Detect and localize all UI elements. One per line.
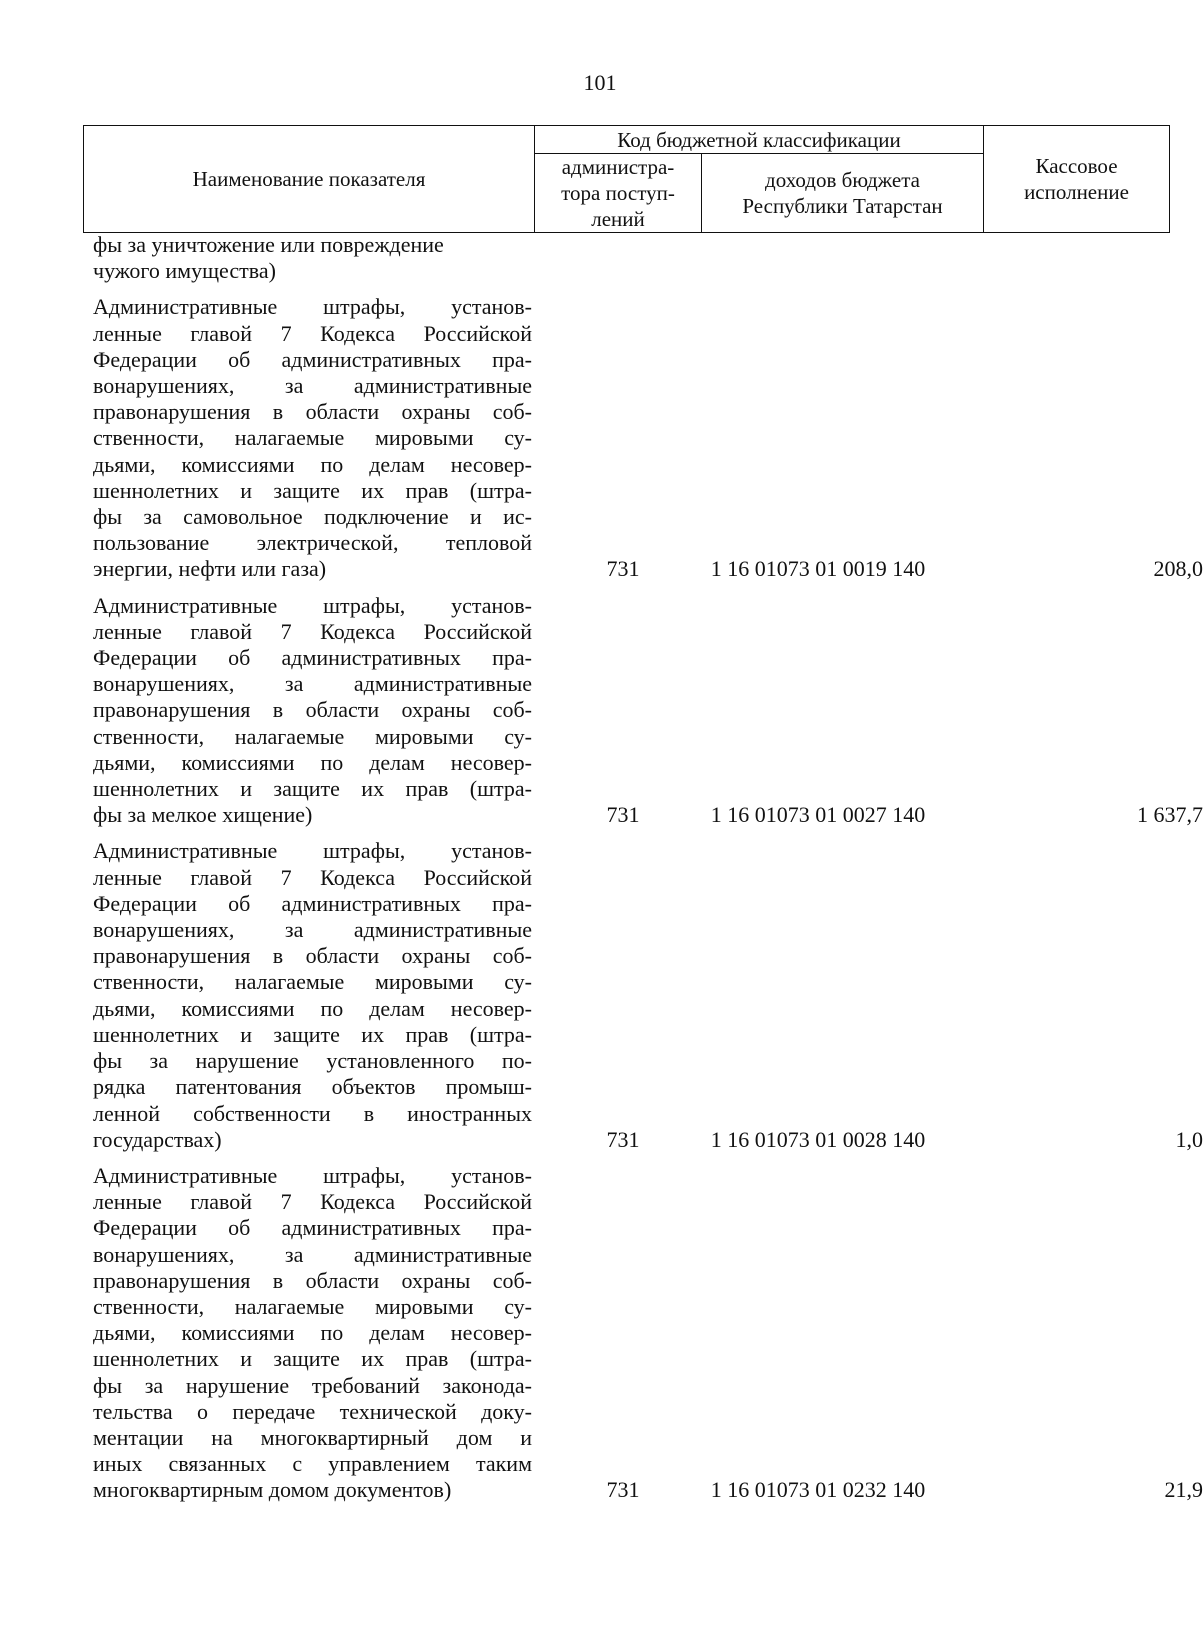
indicator-name-line: иных связанных с управлением таким [93, 1451, 532, 1477]
table-row [83, 1162, 1203, 1504]
indicator-name-line: многоквартирным домом документов) [93, 1477, 452, 1503]
indicator-name-line: ленной собственности в иностранных [93, 1100, 532, 1126]
table-header [83, 125, 1170, 233]
indicator-name-line: дьями, комиссиями по делам несовер- [93, 1320, 532, 1346]
admin-code: 731 [606, 1126, 640, 1152]
indicator-name-line: правонарушения в области охраны соб- [93, 943, 532, 969]
header-execution-column [984, 126, 1170, 233]
indicator-name-line: ленные главой 7 Кодекса Российской [93, 1189, 532, 1215]
indicator-name-line: Федерации об административных пра- [93, 346, 532, 372]
header-income-line: Республики Татарстан [742, 194, 943, 218]
indicator-name-line: шеннолетних и защите их прав (штра- [93, 1021, 532, 1047]
income-code: 1 16 01073 01 0027 140 [710, 802, 926, 828]
indicator-name-line: Федерации об административных пра- [93, 890, 532, 916]
table-row [83, 838, 1203, 1152]
header-execution-line: исполнение [1024, 180, 1129, 204]
execution-amount: 1,0 [1175, 1126, 1203, 1152]
indicator-name-line: пользование электрической, тепловой [93, 530, 532, 556]
indicator-name-line: Федерации об административных пра- [93, 1215, 532, 1241]
income-code: 1 16 01073 01 0019 140 [710, 556, 926, 582]
header-classification-group: Код бюджетной классификации [535, 126, 984, 154]
indicator-name [83, 232, 532, 284]
indicator-name-line: вонарушениях, за административные [93, 1241, 532, 1267]
indicator-name-line: Административные штрафы, установ- [93, 838, 532, 864]
indicator-name-line: правонарушения в области охраны соб- [93, 399, 532, 425]
indicator-name-line: Административные штрафы, установ- [93, 592, 532, 618]
indicator-name-line: вонарушениях, за административные [93, 671, 532, 697]
header-name-column: Наименование показателя [84, 126, 535, 233]
indicator-name-line: тельства о передаче технической доку- [93, 1398, 532, 1424]
indicator-name-line: правонарушения в области охраны соб- [93, 1267, 532, 1293]
indicator-name-line: ственности, налагаемые мировыми су- [93, 723, 532, 749]
indicator-name-line: правонарушения в области охраны соб- [93, 697, 532, 723]
indicator-name-line: государствах) [93, 1126, 222, 1152]
indicator-name [83, 593, 532, 829]
indicator-name-line: фы за самовольное подключение и ис- [93, 504, 532, 530]
indicator-name-line: ленные главой 7 Кодекса Российской [93, 864, 532, 890]
admin-code: 731 [606, 1477, 640, 1503]
income-code: 1 16 01073 01 0028 140 [710, 1126, 926, 1152]
indicator-name-line: фы за нарушение установленного по- [93, 1048, 532, 1074]
indicator-name-line: ственности, налагаемые мировыми су- [93, 1293, 532, 1319]
execution-amount: 1 637,7 [1137, 802, 1203, 828]
indicator-name-line: Федерации об административных пра- [93, 645, 532, 671]
indicator-name-line: вонарушениях, за административные [93, 373, 532, 399]
income-code: 1 16 01073 01 0232 140 [710, 1477, 926, 1503]
page-number: 101 [583, 70, 617, 95]
indicator-name-line: дьями, комиссиями по делам несовер- [93, 995, 532, 1021]
table-row [83, 294, 1203, 582]
indicator-name-line: фы за мелкое хищение) [93, 802, 313, 828]
indicator-name-line: дьями, комиссиями по делам несовер- [93, 451, 532, 477]
table-body [83, 232, 1203, 1514]
indicator-name [83, 1163, 532, 1504]
table-row [83, 592, 1203, 829]
indicator-name-line: ленные главой 7 Кодекса Российской [93, 618, 532, 644]
indicator-name [83, 294, 532, 582]
indicator-name-line: Административные штрафы, установ- [93, 294, 532, 320]
indicator-name-line: энергии, нефти или газа) [93, 556, 327, 582]
header-execution-line: Кассовое [1035, 154, 1118, 178]
indicator-name-line: ментации на многоквартирный дом и [93, 1424, 532, 1450]
execution-amount: 208,0 [1153, 556, 1203, 582]
indicator-name-line: чужого имущества) [93, 258, 276, 284]
indicator-name-line: Административные штрафы, установ- [93, 1162, 532, 1188]
indicator-name-line: шеннолетних и защите их прав (штра- [93, 477, 532, 503]
indicator-name-line: шеннолетних и защите их прав (штра- [93, 1346, 532, 1372]
indicator-name-line: ственности, налагаемые мировыми су- [93, 425, 532, 451]
indicator-name-line: ственности, налагаемые мировыми су- [93, 969, 532, 995]
admin-code: 731 [606, 802, 640, 828]
admin-code: 731 [606, 556, 640, 582]
indicator-name-line: дьями, комиссиями по делам несовер- [93, 749, 532, 775]
indicator-name-line: фы за нарушение требований законода- [93, 1372, 532, 1398]
indicator-name [83, 838, 532, 1152]
indicator-name-line: ленные главой 7 Кодекса Российской [93, 320, 532, 346]
indicator-name-line: фы за уничтожение или повреждение [93, 232, 444, 257]
header-admin-column [535, 154, 702, 233]
header-admin-line: тора поступ- [561, 181, 675, 205]
header-income-column [702, 154, 984, 233]
header-admin-line: администра- [561, 155, 675, 179]
indicator-name-line: шеннолетних и защите их прав (штра- [93, 776, 532, 802]
header-admin-line: лений [591, 207, 645, 231]
table-row [83, 232, 1123, 284]
header-income-line: доходов бюджета [765, 168, 920, 192]
indicator-name-line: вонарушениях, за административные [93, 917, 532, 943]
indicator-name-line: рядка патентования объектов промыш- [93, 1074, 532, 1100]
execution-amount: 21,9 [1164, 1477, 1203, 1503]
